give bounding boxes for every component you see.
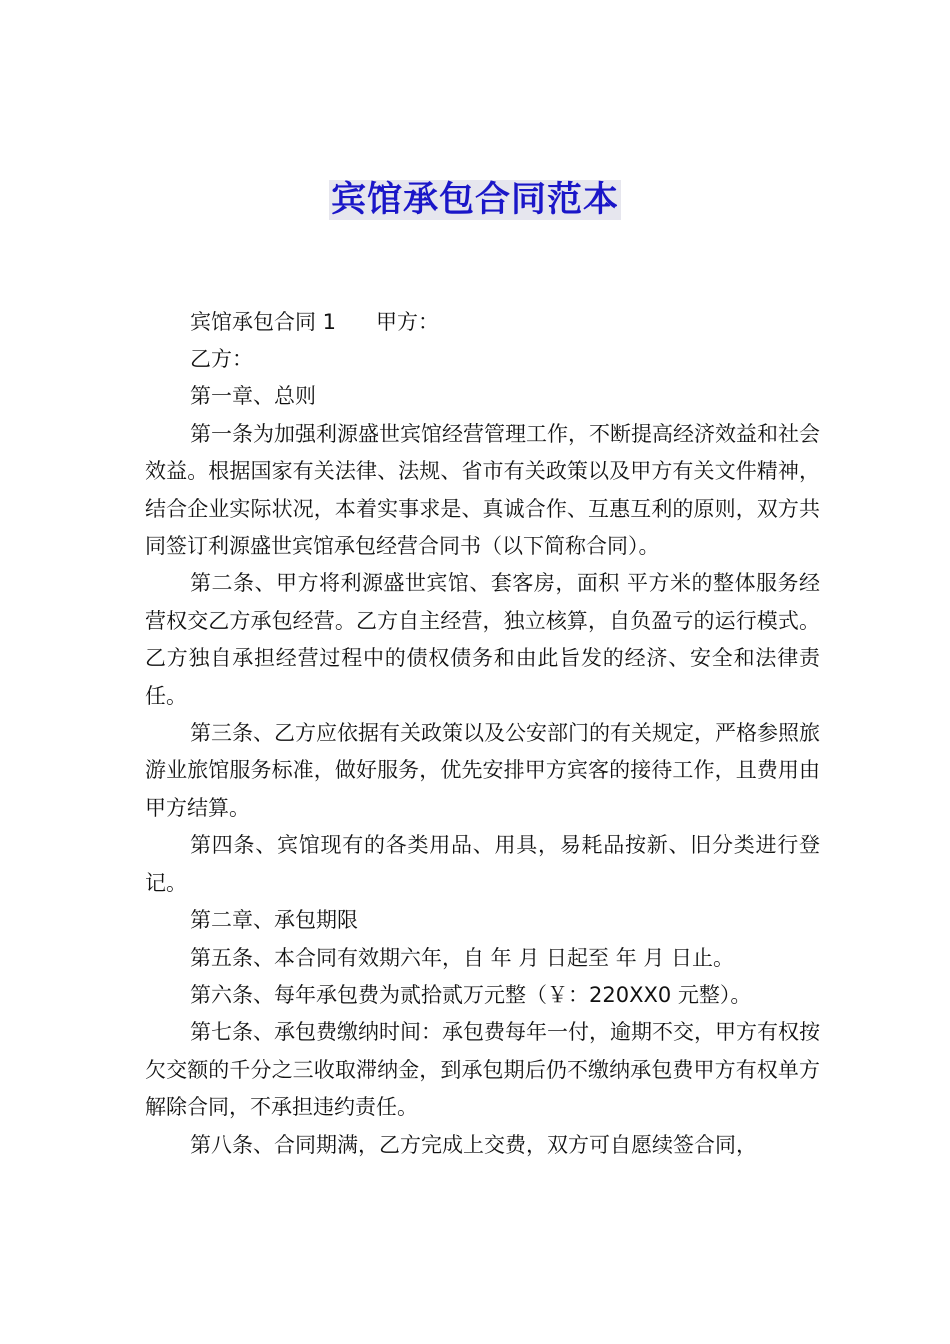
article-4: 第四条、宾馆现有的各类用品、用具，易耗品按新、旧分类进行登记。 [145, 833, 820, 895]
chapter-heading-2: 第二章、承包期限 [190, 908, 358, 933]
article-3: 第三条、乙方应依据有关政策以及公安部门的有关规定，严格参照旅游业旅馆服务标准，做好服务，优先安排甲方宾客的接待工作，且费用由甲方结算。 [145, 721, 820, 820]
document-title-text: 宾馆承包合同范本 [330, 180, 619, 220]
article-2: 第二条、甲方将利源盛世宾馆、套客房，面积 平方米的整体服务经营权交乙方承包经营。乙方自主经营，独立核算，自负盈亏的运行模式。乙方独自承担经营过程中的债权债务和由此旨发的经济、安全和法律责任。 [145, 571, 820, 708]
paragraph-party-b: 乙方： [190, 347, 253, 371]
chapter-heading-1: 第一章、总则 [190, 384, 316, 409]
article-6: 第六条、每年承包费为贰拾贰万元整（￥：220XX0 元整）。 [190, 982, 752, 1007]
article-1: 第一条为加强利源盛世宾馆经营管理工作，不断提高经济效益和社会效益。根据国家有关法律、法规、省市有关政策以及甲方有关文件精神，结合企业实际状况，本着实事求是、真诚合作、互惠互利的原则，双方共同签订利源盛世宾馆承包经营合同书（以下简称合同）。 [145, 421, 820, 559]
heading-line [145, 304, 820, 341]
heading-line-right: 甲方： [376, 310, 440, 334]
document-body [145, 304, 820, 1164]
document-title [0, 176, 950, 224]
article-7: 第七条、承包费缴纳时间：承包费每年一付，逾期不交，甲方有权按欠交额的千分之三收取滞纳金，到承包期后仍不缴纳承包费甲方有权单方解除合同，不承担违约责任。 [145, 1020, 820, 1120]
heading-line-left: 宾馆承包合同 1 [190, 310, 337, 334]
article-8: 第八条、合同期满，乙方完成上交费，双方可自愿续签合同， [190, 1132, 757, 1157]
article-5: 第五条、本合同有效期六年，自 年 月 日起至 年 月 日止。 [190, 945, 735, 970]
